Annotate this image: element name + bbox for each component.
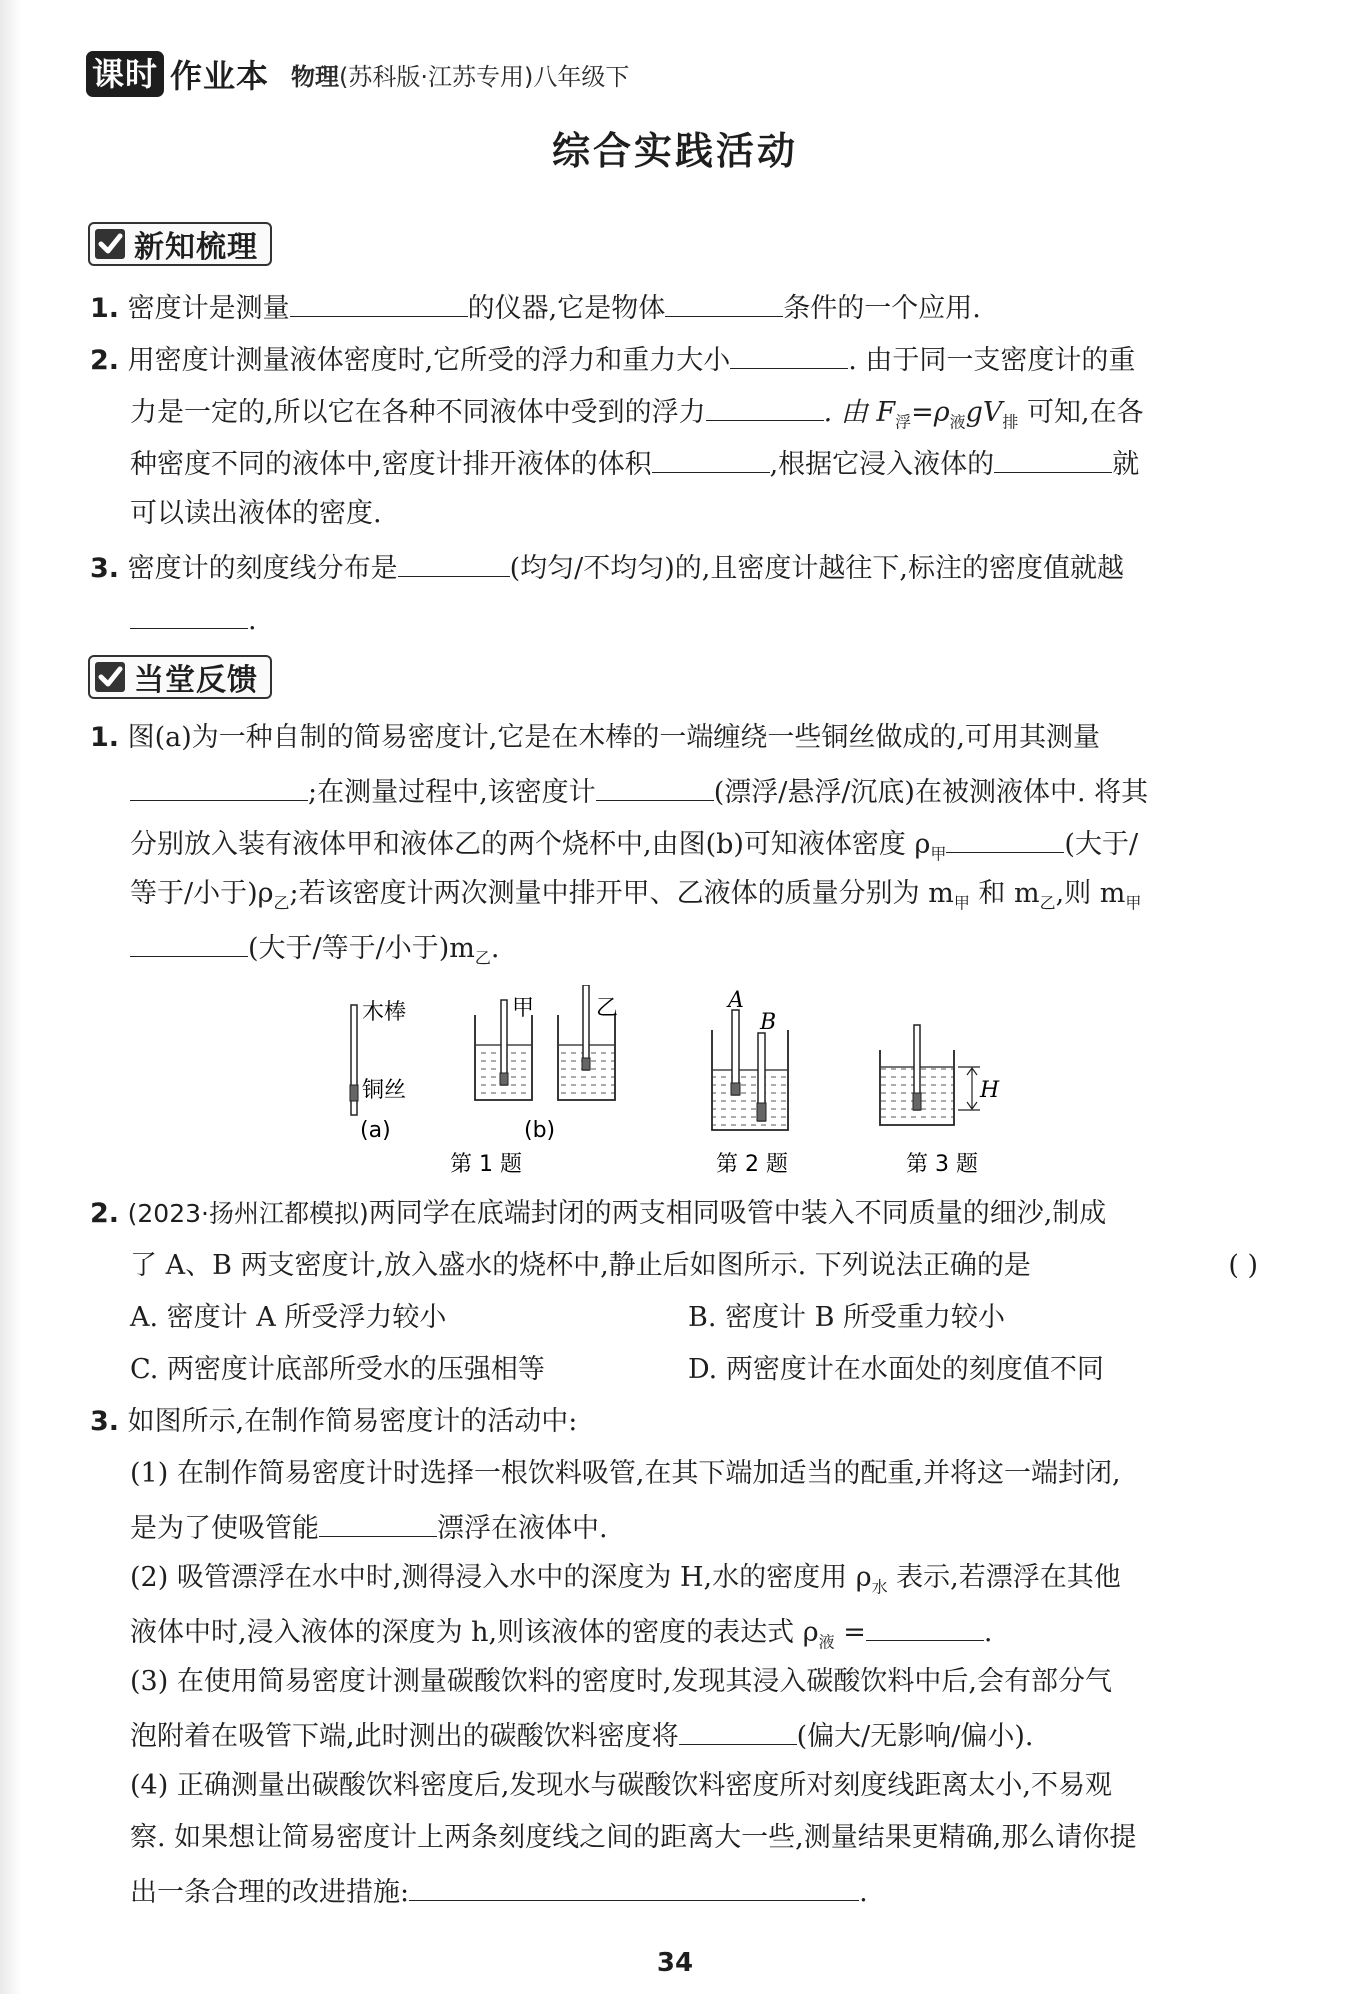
formula-text: . 由 F xyxy=(823,397,896,428)
series-logo xyxy=(86,51,269,97)
subscript: 乙 xyxy=(1039,893,1056,913)
checkbox-icon xyxy=(92,659,128,695)
answer-blank[interactable] xyxy=(730,338,848,369)
answer-blank[interactable] xyxy=(319,1506,437,1537)
answer-blank[interactable] xyxy=(994,442,1112,473)
s1-line-2 xyxy=(90,338,1135,381)
answer-bracket[interactable]: ( ) xyxy=(1228,1250,1258,1281)
question-text: (偏大/无影响/偏小). xyxy=(796,1721,1034,1752)
question-number: 3. xyxy=(90,553,120,584)
answer-blank[interactable] xyxy=(706,390,824,421)
subscript: 液 xyxy=(949,412,966,432)
caption-q2: 第 2 题 xyxy=(716,1152,788,1177)
logo-text: 作业本 xyxy=(170,57,270,95)
figure-3 xyxy=(880,1025,1000,1125)
question-text: 泡附着在吸管下端,此时测出的碳酸饮料密度将 xyxy=(130,1721,679,1752)
question-text: 表示,若漂浮在其他 xyxy=(887,1562,1121,1593)
question-text: ;若该密度计两次测量中排开甲、乙液体的质量分别为 m xyxy=(289,878,954,909)
question-text: 可以读出液体的密度. xyxy=(130,498,382,529)
section-header-feedback xyxy=(88,655,272,699)
s1-line-5 xyxy=(130,494,382,534)
s1-line-3 xyxy=(130,390,1144,442)
question-text: (漂浮/悬浮/沉底)在被测液体中. 将其 xyxy=(713,777,1149,808)
q3-line-9: 察. 如果想让简易密度计上两条刻度线之间的距离大一些,测量结果更精确,那么请你提 xyxy=(130,1822,1137,1853)
label-b: (b) xyxy=(524,1118,556,1143)
question-number: 1. xyxy=(90,722,120,753)
label-jia: 甲 xyxy=(512,996,535,1021)
question-text: . xyxy=(490,933,500,964)
book-subtitle xyxy=(291,57,629,92)
question-text: = xyxy=(834,1617,866,1648)
s1-line-6 xyxy=(90,546,1124,589)
question-text: . xyxy=(248,605,257,636)
checkbox-icon xyxy=(92,226,128,262)
q1-line-2 xyxy=(130,770,1148,813)
figure-2 xyxy=(712,988,788,1130)
q2-option-c[interactable]: C. 两密度计底部所受水的压强相等 xyxy=(130,1354,545,1385)
question-text: 是为了使吸管能 xyxy=(130,1513,319,1544)
question-text: 图(a)为一种自制的简易密度计,它是在木棒的一端缠绕一些铜丝做成的,可用其测量 xyxy=(127,722,1100,753)
question-text: 出一条合理的改进措施: xyxy=(130,1877,410,1908)
question-text: ,则 m xyxy=(1055,878,1126,909)
q3-line-6: (3) 在使用简易密度计测量碳酸饮料的密度时,发现其浸入碳酸饮料中后,会有部分气 xyxy=(130,1666,1112,1697)
formula-text: =ρ xyxy=(911,397,950,428)
answer-blank[interactable] xyxy=(130,770,308,801)
question-source: (2023·扬州江都模拟) xyxy=(127,1199,369,1228)
question-text: 液体中时,浸入液体的深度为 h,则该液体的密度的表达式 ρ xyxy=(130,1617,819,1648)
figure-1a xyxy=(350,1000,406,1143)
label-a: (a) xyxy=(360,1118,391,1143)
subscript: 甲 xyxy=(930,844,947,864)
answer-blank[interactable] xyxy=(679,1714,797,1745)
formula-text: gV xyxy=(965,397,1003,428)
q3-line-2: (1) 在制作简易密度计时选择一根饮料吸管,在其下端加适当的配重,并将这一端封闭, xyxy=(130,1458,1121,1489)
question-text: 漂浮在液体中. xyxy=(437,1513,608,1544)
question-text: 条件的一个应用. xyxy=(783,293,981,324)
answer-blank[interactable] xyxy=(130,926,248,957)
answer-blank[interactable] xyxy=(409,1870,859,1901)
question-text: 力是一定的,所以它在各种不同液体中受到的浮力 xyxy=(130,397,706,428)
label-wood: 木棒 xyxy=(362,1000,407,1025)
question-number: 2. xyxy=(90,345,120,376)
q3-line-7 xyxy=(130,1714,1033,1757)
subscript: 浮 xyxy=(895,412,912,432)
question-number: 2. xyxy=(90,1198,120,1229)
q2-line-2 xyxy=(130,1246,1258,1286)
edition-label: (苏科版·江苏专用)八年级下 xyxy=(339,62,630,91)
q3-line-3 xyxy=(130,1506,608,1549)
answer-blank[interactable] xyxy=(652,442,770,473)
subscript: 甲 xyxy=(1125,893,1142,913)
section-label: 新知梳理 xyxy=(134,230,258,265)
question-text: 了 A、B 两支密度计,放入盛水的烧杯中,静止后如图所示. 下列说法正确的是 xyxy=(130,1250,1031,1281)
question-text: (大于/ xyxy=(1064,829,1139,860)
answer-blank[interactable] xyxy=(866,1610,984,1641)
label-yi: 乙 xyxy=(596,996,619,1021)
question-text: 如图所示,在制作简易密度计的活动中: xyxy=(127,1406,578,1437)
caption-q1: 第 1 题 xyxy=(450,1152,522,1177)
question-text: 和 m xyxy=(969,878,1040,909)
question-text: 两同学在底端封闭的两支相同吸管中装入不同质量的细沙,制成 xyxy=(368,1198,1107,1229)
label-H: H xyxy=(980,1078,1000,1103)
q2-option-d[interactable]: D. 两密度计在水面处的刻度值不同 xyxy=(688,1354,1104,1385)
q3-line-8: (4) 正确测量出碳酸饮料密度后,发现水与碳酸饮料密度所对刻度线距离太小,不易观 xyxy=(130,1770,1112,1801)
subscript: 乙 xyxy=(474,948,491,968)
question-text: 密度计是测量 xyxy=(127,293,290,324)
label-A: A xyxy=(728,988,744,1013)
section-header-new-knowledge xyxy=(88,222,272,266)
subject-label: 物理 xyxy=(291,62,340,91)
answer-blank[interactable] xyxy=(130,598,248,629)
q3-line-4 xyxy=(130,1558,1121,1607)
caption-q3: 第 3 题 xyxy=(906,1152,978,1177)
q2-line-1 xyxy=(90,1194,1106,1234)
subscript: 甲 xyxy=(953,893,970,913)
question-text: 密度计的刻度线分布是 xyxy=(127,553,398,584)
subscript: 排 xyxy=(1002,412,1019,432)
question-text: 就 xyxy=(1112,449,1140,480)
question-text: (均匀/不均匀)的,且密度计越往下,标注的密度值就越 xyxy=(509,553,1124,584)
label-B: B xyxy=(760,1010,777,1035)
question-text: (2) 吸管漂浮在水中时,测得浸入水中的深度为 H,水的密度用 ρ xyxy=(130,1562,872,1593)
question-text: . 由于同一支密度计的重 xyxy=(848,345,1136,376)
answer-blank[interactable] xyxy=(946,822,1064,853)
page-header xyxy=(86,48,629,100)
page-edge-shadow xyxy=(0,0,22,1994)
section-label: 当堂反馈 xyxy=(134,663,258,698)
answer-blank[interactable] xyxy=(398,546,510,577)
question-text: 用密度计测量液体密度时,它所受的浮力和重力大小 xyxy=(127,345,731,376)
question-text: 种密度不同的液体中,密度计排开液体的体积 xyxy=(130,449,652,480)
q3-line-1 xyxy=(90,1402,577,1442)
label-copper: 铜丝 xyxy=(362,1078,407,1103)
q1-line-1 xyxy=(90,718,1100,758)
question-text: 可知,在各 xyxy=(1018,397,1144,428)
figures-row xyxy=(340,985,1040,1185)
question-number: 3. xyxy=(90,1406,120,1437)
answer-blank[interactable] xyxy=(596,770,714,801)
page-number: 34 xyxy=(656,1948,694,1978)
s1-line-1 xyxy=(90,286,981,329)
q1-line-3 xyxy=(130,822,1138,874)
answer-blank[interactable] xyxy=(290,286,468,317)
answer-blank[interactable] xyxy=(665,286,783,317)
page-title: 综合实践活动 xyxy=(551,129,798,173)
subscript: 液 xyxy=(818,1632,835,1652)
q2-option-b[interactable]: B. 密度计 B 所受重力较小 xyxy=(688,1302,1006,1333)
question-text: ,根据它浸入液体的 xyxy=(769,449,995,480)
question-text: 等于/小于)ρ xyxy=(130,878,274,909)
question-text: (大于/等于/小于)m xyxy=(248,933,475,964)
question-number: 1. xyxy=(90,293,120,324)
s1-line-7 xyxy=(130,598,257,641)
q1-line-5 xyxy=(130,926,499,978)
subscript: 乙 xyxy=(273,893,290,913)
q3-line-5: 液体中时,浸入液体的深度为 h,则该液体的密度的表达式 $\rho_液$ = . xyxy=(130,1610,992,1662)
logo-box: 课时 xyxy=(86,51,164,97)
question-text: ;在测量过程中,该密度计 xyxy=(308,777,596,808)
subscript: 水 xyxy=(871,1577,888,1597)
question-text: 的仪器,它是物体 xyxy=(467,293,666,324)
question-text: 分别放入装有液体甲和液体乙的两个烧杯中,由图(b)可知液体密度 ρ xyxy=(130,829,931,860)
s1-line-4 xyxy=(130,442,1139,485)
figure-1b xyxy=(475,985,618,1143)
q3-line-10: 出一条合理的改进措施: . xyxy=(130,1870,868,1913)
q1-line-4 xyxy=(130,874,1141,923)
q2-option-a[interactable]: A. 密度计 A 所受浮力较小 xyxy=(130,1302,447,1333)
